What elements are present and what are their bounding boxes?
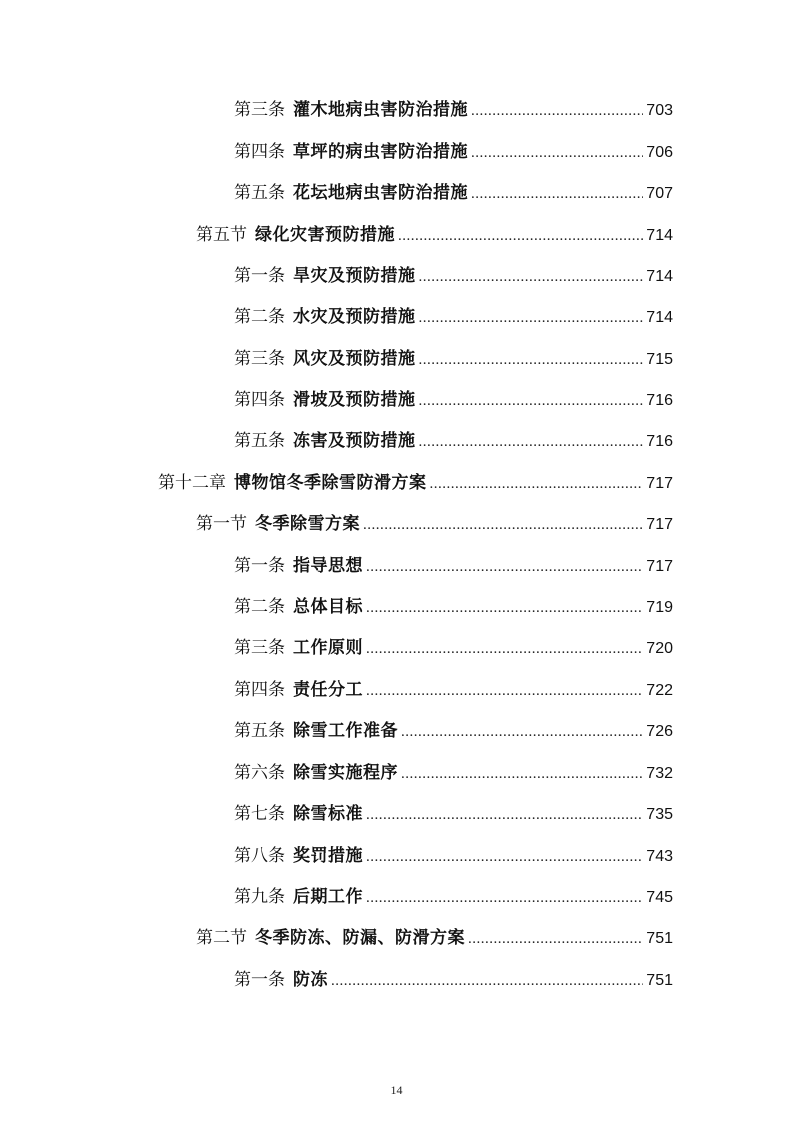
toc-entry[interactable] bbox=[234, 98, 673, 122]
entry-title: 冻害及预防措施 bbox=[293, 431, 416, 451]
entry-number: 第九条 bbox=[234, 887, 285, 907]
dot-leader bbox=[366, 555, 643, 579]
entry-title: 防冻 bbox=[293, 970, 328, 990]
entry-page-number: 714 bbox=[646, 227, 673, 244]
entry-page-number: 726 bbox=[646, 723, 673, 740]
dot-leader bbox=[398, 224, 643, 248]
dot-leader bbox=[366, 679, 643, 703]
dot-leader bbox=[471, 141, 643, 165]
entry-page-number: 751 bbox=[646, 972, 673, 989]
entry-number: 第四条 bbox=[234, 142, 285, 162]
entry-number: 第一条 bbox=[234, 556, 285, 576]
entry-page-number: 743 bbox=[646, 848, 673, 865]
dot-leader bbox=[401, 762, 643, 786]
toc-entry[interactable] bbox=[234, 761, 673, 785]
entry-number: 第三条 bbox=[234, 349, 285, 369]
toc-entry[interactable] bbox=[196, 223, 673, 247]
entry-page-number: 716 bbox=[646, 433, 673, 450]
entry-page-number: 716 bbox=[646, 392, 673, 409]
toc-entry[interactable] bbox=[234, 719, 673, 743]
entry-number: 第三条 bbox=[234, 100, 285, 120]
entry-page-number: 714 bbox=[646, 309, 673, 326]
entry-number: 第二条 bbox=[234, 597, 285, 617]
entry-page-number: 751 bbox=[646, 930, 673, 947]
entry-page-number: 715 bbox=[646, 351, 673, 368]
entry-page-number: 717 bbox=[646, 475, 673, 492]
entry-title: 灌木地病虫害防治措施 bbox=[293, 100, 468, 120]
entry-title: 风灾及预防措施 bbox=[293, 349, 416, 369]
dot-leader bbox=[366, 637, 643, 661]
dot-leader bbox=[419, 265, 644, 289]
entry-number: 第三条 bbox=[234, 638, 285, 658]
entry-number: 第四条 bbox=[234, 680, 285, 700]
dot-leader bbox=[419, 306, 644, 330]
entry-title: 博物馆冬季除雪防滑方案 bbox=[234, 473, 427, 493]
entry-title: 指导思想 bbox=[293, 556, 363, 576]
dot-leader bbox=[430, 472, 644, 496]
entry-title: 工作原则 bbox=[293, 638, 363, 658]
toc-entry[interactable] bbox=[234, 554, 673, 578]
toc-entry[interactable] bbox=[234, 429, 673, 453]
toc-entry[interactable] bbox=[234, 347, 673, 371]
entry-page-number: 703 bbox=[646, 102, 673, 119]
entry-number: 第五节 bbox=[196, 225, 247, 245]
dot-leader bbox=[331, 969, 643, 993]
entry-title: 旱灾及预防措施 bbox=[293, 266, 416, 286]
toc-entry[interactable] bbox=[234, 181, 673, 205]
entry-number: 第六条 bbox=[234, 763, 285, 783]
entry-title: 除雪实施程序 bbox=[293, 763, 398, 783]
entry-title: 奖罚措施 bbox=[293, 846, 363, 866]
entry-title: 冬季防冻、防漏、防滑方案 bbox=[255, 928, 465, 948]
entry-title: 除雪工作准备 bbox=[293, 721, 398, 741]
entry-page-number: 722 bbox=[646, 682, 673, 699]
dot-leader bbox=[471, 99, 643, 123]
toc-entry[interactable] bbox=[234, 844, 673, 868]
entry-title: 后期工作 bbox=[293, 887, 363, 907]
entry-number: 第五条 bbox=[234, 183, 285, 203]
dot-leader bbox=[471, 182, 643, 206]
entry-title: 绿化灾害预防措施 bbox=[255, 225, 395, 245]
entry-page-number: 706 bbox=[646, 144, 673, 161]
entry-page-number: 745 bbox=[646, 889, 673, 906]
toc-entry[interactable] bbox=[234, 140, 673, 164]
entry-number: 第七条 bbox=[234, 804, 285, 824]
toc-entry[interactable] bbox=[234, 595, 673, 619]
dot-leader bbox=[419, 348, 644, 372]
dot-leader bbox=[366, 886, 643, 910]
entry-page-number: 720 bbox=[646, 640, 673, 657]
entry-number: 第二节 bbox=[196, 928, 247, 948]
dot-leader bbox=[363, 513, 643, 537]
entry-title: 总体目标 bbox=[293, 597, 363, 617]
toc-entry[interactable] bbox=[234, 802, 673, 826]
dot-leader bbox=[401, 720, 643, 744]
entry-page-number: 717 bbox=[646, 516, 673, 533]
dot-leader bbox=[366, 845, 643, 869]
entry-number: 第四条 bbox=[234, 390, 285, 410]
dot-leader bbox=[419, 430, 644, 454]
entry-title: 花坛地病虫害防治措施 bbox=[293, 183, 468, 203]
entry-number: 第一条 bbox=[234, 970, 285, 990]
entry-title: 除雪标准 bbox=[293, 804, 363, 824]
entry-title: 草坪的病虫害防治措施 bbox=[293, 142, 468, 162]
entry-page-number: 719 bbox=[646, 599, 673, 616]
toc-entry[interactable] bbox=[234, 388, 673, 412]
entry-title: 责任分工 bbox=[293, 680, 363, 700]
entry-number: 第二条 bbox=[234, 307, 285, 327]
toc-entry[interactable] bbox=[234, 305, 673, 329]
entry-number: 第五条 bbox=[234, 431, 285, 451]
toc-entry[interactable] bbox=[234, 968, 673, 992]
toc-entry[interactable] bbox=[158, 471, 673, 495]
entry-title: 滑坡及预防措施 bbox=[293, 390, 416, 410]
entry-page-number: 735 bbox=[646, 806, 673, 823]
entry-title: 水灾及预防措施 bbox=[293, 307, 416, 327]
entry-number: 第八条 bbox=[234, 846, 285, 866]
entry-page-number: 707 bbox=[646, 185, 673, 202]
toc-entry[interactable] bbox=[196, 512, 673, 536]
dot-leader bbox=[366, 596, 643, 620]
entry-number: 第五条 bbox=[234, 721, 285, 741]
dot-leader bbox=[419, 389, 644, 413]
dot-leader bbox=[366, 803, 643, 827]
entry-number: 第十二章 bbox=[158, 473, 226, 493]
toc-entry[interactable] bbox=[196, 926, 673, 950]
entry-number: 第一条 bbox=[234, 266, 285, 286]
dot-leader bbox=[468, 927, 643, 951]
toc-entry[interactable] bbox=[234, 636, 673, 660]
entry-title: 冬季除雪方案 bbox=[255, 514, 360, 534]
entry-page-number: 714 bbox=[646, 268, 673, 285]
entry-page-number: 732 bbox=[646, 765, 673, 782]
toc-entry[interactable] bbox=[234, 264, 673, 288]
entry-number: 第一节 bbox=[196, 514, 247, 534]
toc-entry[interactable] bbox=[234, 885, 673, 909]
page-number-footer: 14 bbox=[390, 1083, 403, 1097]
entry-page-number: 717 bbox=[646, 558, 673, 575]
toc-entry[interactable] bbox=[234, 678, 673, 702]
